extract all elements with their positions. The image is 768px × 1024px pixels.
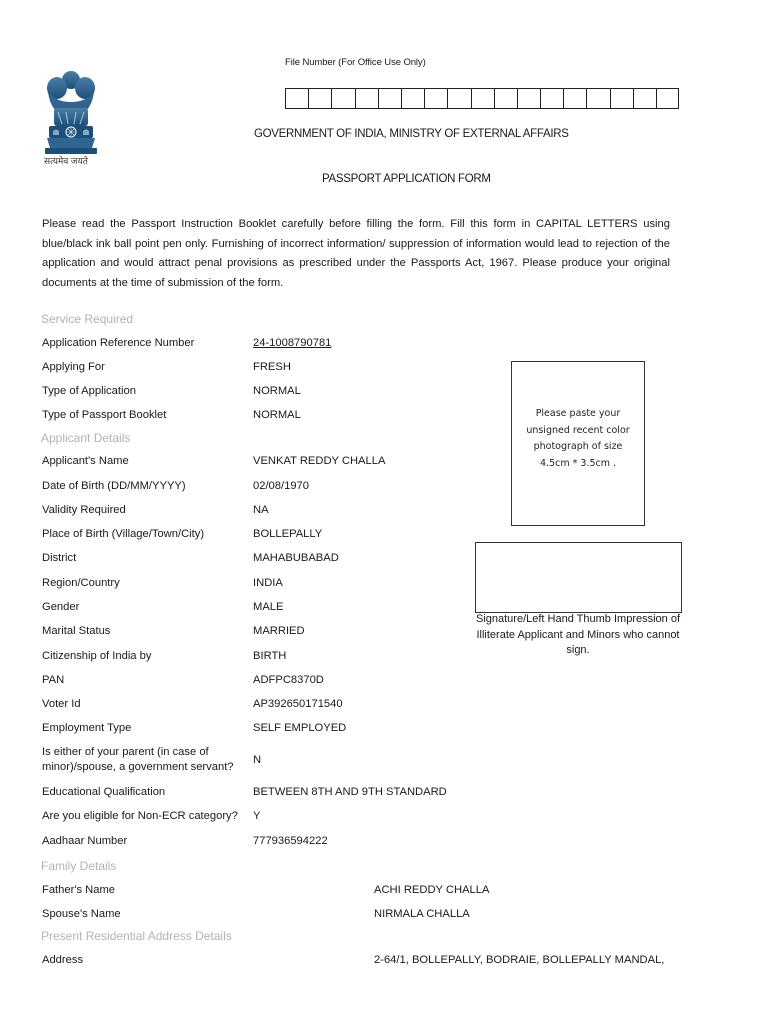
photograph-instructions (512, 406, 644, 472)
value-non-ecr-eligibility: Y (253, 810, 261, 822)
file-number-box (563, 88, 586, 109)
label-employment-type: Employment Type (42, 722, 132, 734)
form-title: PASSPORT APPLICATION FORM (322, 173, 491, 185)
value-type-of-application: NORMAL (253, 385, 301, 397)
value-citizenship: BIRTH (253, 650, 287, 662)
file-number-boxes (285, 88, 679, 109)
file-number-box (517, 88, 540, 109)
value-address: 2-64/1, BOLLEPALLY, BODRAIE, BOLLEPALLY MANDAL, (374, 954, 665, 966)
instructions-paragraph: Please read the Passport Instruction Booklet carefully before filling the form. Fill this form in CAPITAL LETTERS using blue/black ink ball point pen only. Furnishing of incorrect information/ suppression of information would lead to rejection of the application and would attract penal provisions as prescribed under the Passports Act, 1967. Please produce your original documents at the time of submission of the form. (42, 218, 670, 289)
label-citizenship: Citizenship of India by (42, 650, 152, 662)
file-number-box (586, 88, 609, 109)
file-number-box (494, 88, 517, 109)
label-spouses-name: Spouse's Name (42, 908, 121, 920)
photo-instruction-line: photograph of size (533, 441, 623, 452)
emblem-motto: सत्यमेव जयते (44, 156, 88, 166)
label-educational-qualification: Educational Qualification (42, 786, 166, 798)
photo-instruction-line: Please paste your (535, 408, 621, 419)
label-parent-spouse-government-servant: Is either of your parent (in case of minor)/spouse, a government servant? (42, 746, 234, 773)
label-applicant-name: Applicant's Name (42, 455, 129, 467)
label-address: Address (42, 954, 84, 966)
value-fathers-name: ACHI REDDY CHALLA (374, 884, 490, 896)
value-employment-type: SELF EMPLOYED (253, 722, 347, 734)
value-applicant-name: VENKAT REDDY CHALLA (253, 455, 386, 467)
photo-instruction-line: unsigned recent color (526, 424, 630, 436)
value-region-country: INDIA (253, 577, 283, 589)
file-number-box (378, 88, 401, 109)
label-applying-for: Applying For (42, 361, 105, 373)
section-heading-present-address: Present Residential Address Details (41, 929, 232, 943)
file-number-box (285, 88, 308, 109)
signature-box (475, 542, 682, 613)
signature-caption: Signature/Left Hand Thumb Impression of Illiterate Applicant and Minors who cannot sign. (475, 613, 681, 656)
label-validity-required: Validity Required (42, 504, 126, 516)
label-voter-id: Voter Id (42, 698, 81, 710)
value-applying-for: FRESH (253, 361, 291, 373)
file-number-box (656, 88, 679, 109)
file-number-box (355, 88, 378, 109)
value-pan: ADFPC8370D (253, 674, 324, 686)
photograph-box (511, 361, 645, 526)
value-application-reference-number[interactable]: 24-1008790781 (253, 337, 332, 349)
value-type-of-passport-booklet: NORMAL (253, 409, 301, 421)
file-number-box (424, 88, 447, 109)
file-number-box (633, 88, 656, 109)
value-marital-status: MARRIED (253, 625, 305, 637)
value-aadhaar-number: 777936594222 (253, 835, 328, 847)
file-number-box (447, 88, 470, 109)
value-place-of-birth: BOLLEPALLY (253, 528, 323, 540)
value-date-of-birth: 02/08/1970 (253, 480, 309, 492)
label-district: District (42, 552, 77, 564)
file-number-box (540, 88, 563, 109)
label-type-of-application: Type of Application (42, 385, 136, 397)
file-number-box (331, 88, 354, 109)
label-application-reference-number: Application Reference Number (42, 337, 195, 349)
file-number-box (610, 88, 633, 109)
section-heading-family-details: Family Details (41, 859, 117, 873)
photo-instruction-line: 4.5cm * 3.5cm . (540, 457, 616, 469)
section-heading-applicant-details: Applicant Details (41, 431, 131, 445)
label-gender: Gender (42, 601, 80, 613)
label-marital-status: Marital Status (42, 625, 111, 637)
label-aadhaar-number: Aadhaar Number (42, 835, 128, 847)
value-parent-spouse-government-servant: N (253, 754, 262, 766)
value-voter-id: AP392650171540 (253, 698, 343, 710)
label-type-of-passport-booklet: Type of Passport Booklet (42, 409, 167, 421)
label-place-of-birth: Place of Birth (Village/Town/City) (42, 528, 205, 540)
value-district: MAHABUBABAD (253, 552, 339, 564)
file-number-label: File Number (For Office Use Only) (285, 57, 426, 68)
value-educational-qualification: BETWEEN 8TH AND 9TH STANDARD (253, 786, 447, 798)
value-spouses-name: NIRMALA CHALLA (374, 908, 470, 920)
government-title: GOVERNMENT OF INDIA, MINISTRY OF EXTERNAL AFFAIRS (254, 128, 569, 140)
section-heading-service-required: Service Required (41, 312, 134, 326)
label-non-ecr-eligibility: Are you eligible for Non-ECR category? (42, 810, 238, 822)
value-validity-required: NA (253, 504, 269, 516)
file-number-box (308, 88, 331, 109)
value-gender: MALE (253, 601, 284, 613)
label-region-country: Region/Country (42, 577, 120, 589)
label-pan: PAN (42, 674, 65, 686)
file-number-box (471, 88, 494, 109)
label-date-of-birth: Date of Birth (DD/MM/YYYY) (42, 480, 186, 492)
label-fathers-name: Father's Name (42, 884, 116, 896)
file-number-box (401, 88, 424, 109)
